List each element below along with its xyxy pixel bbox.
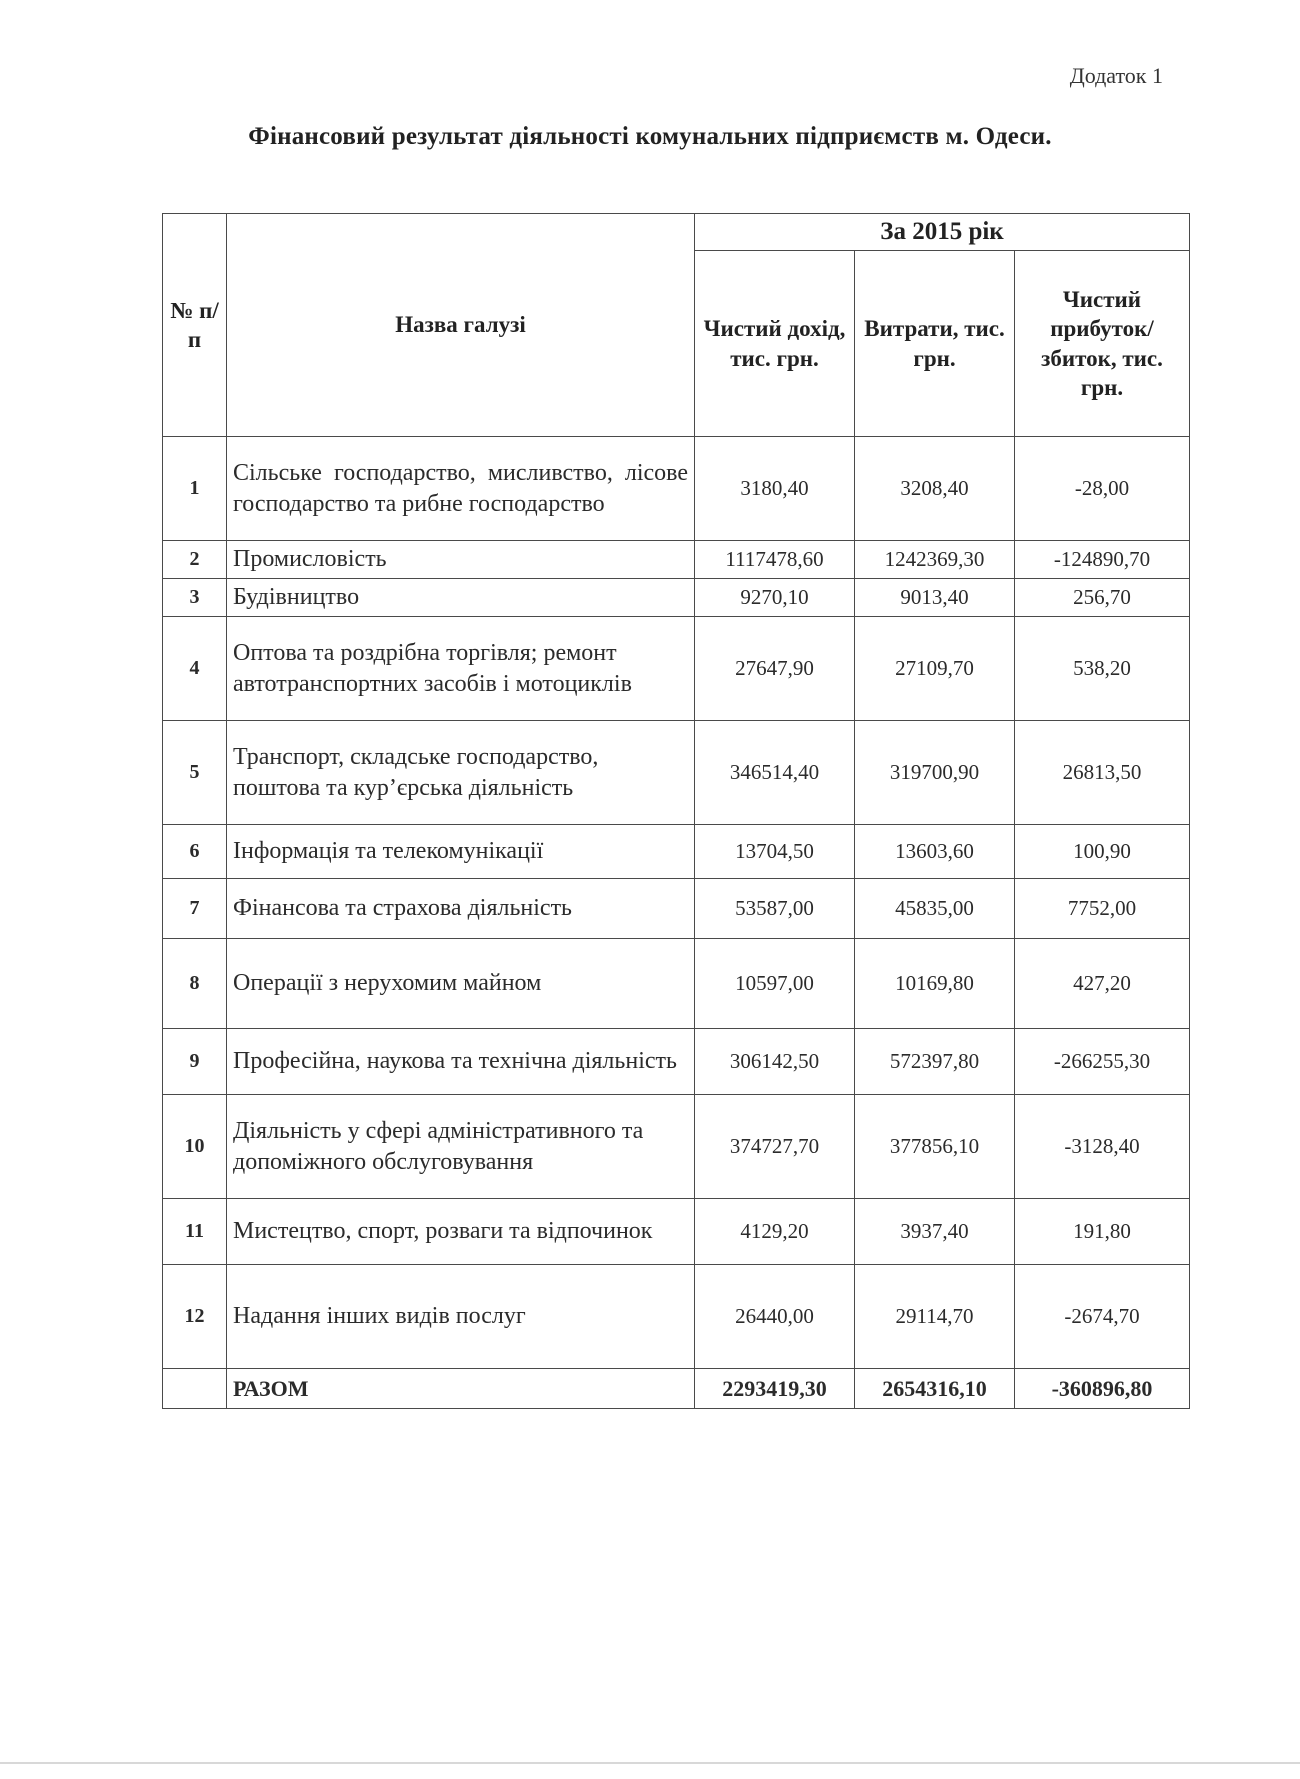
net-profit-value: -2674,70 xyxy=(1015,1265,1190,1369)
industry-name: Будівництво xyxy=(227,579,695,617)
expenses-value: 377856,10 xyxy=(855,1095,1015,1199)
row-number: 7 xyxy=(163,879,227,939)
net-profit-value: 7752,00 xyxy=(1015,879,1190,939)
table-row xyxy=(163,437,1190,541)
expenses-value: 9013,40 xyxy=(855,579,1015,617)
net-profit-value: 100,90 xyxy=(1015,825,1190,879)
net-profit-value: 191,80 xyxy=(1015,1199,1190,1265)
net-income-value: 53587,00 xyxy=(695,879,855,939)
industry-name: Мистецтво, спорт, розваги та відпочинок xyxy=(227,1199,695,1265)
industry-name: Професійна, наукова та технічна діяльність xyxy=(227,1029,695,1095)
net-income-value: 374727,70 xyxy=(695,1095,855,1199)
table-header xyxy=(163,214,1190,437)
net-income-value: 13704,50 xyxy=(695,825,855,879)
net-income-value: 3180,40 xyxy=(695,437,855,541)
row-number: 2 xyxy=(163,541,227,579)
row-number: 8 xyxy=(163,939,227,1029)
table-body xyxy=(163,437,1190,1409)
expenses-value: 45835,00 xyxy=(855,879,1015,939)
net-income-value: 26440,00 xyxy=(695,1265,855,1369)
total-expenses: 2654316,10 xyxy=(855,1369,1015,1409)
expenses-value: 27109,70 xyxy=(855,617,1015,721)
header-row-number: № п/п xyxy=(163,214,227,437)
total-row xyxy=(163,1369,1190,1409)
header-industry-name: Назва галузі xyxy=(227,214,695,437)
row-number: 12 xyxy=(163,1265,227,1369)
row-number: 1 xyxy=(163,437,227,541)
table-row xyxy=(163,825,1190,879)
net-income-value: 4129,20 xyxy=(695,1199,855,1265)
industry-name: Діяльність у сфері адміністративного та допоміжного обслуговування xyxy=(227,1095,695,1199)
header-net-profit: Чистий прибуток/ збиток, тис. грн. xyxy=(1015,251,1190,437)
industry-name: Оптова та роздрібна торгівля; ремонт автотранспортних засобів і мотоциклів xyxy=(227,617,695,721)
table-row xyxy=(163,1199,1190,1265)
header-period: За 2015 рік xyxy=(695,214,1190,251)
header-expenses: Витрати, тис. грн. xyxy=(855,251,1015,437)
net-income-value: 27647,90 xyxy=(695,617,855,721)
table-row xyxy=(163,721,1190,825)
total-row-number xyxy=(163,1369,227,1409)
row-number: 6 xyxy=(163,825,227,879)
total-net-profit: -360896,80 xyxy=(1015,1369,1190,1409)
industry-name: Надання інших видів послуг xyxy=(227,1265,695,1369)
page-bottom-edge xyxy=(0,1762,1300,1764)
total-net-income: 2293419,30 xyxy=(695,1369,855,1409)
net-profit-value: -28,00 xyxy=(1015,437,1190,541)
table-row xyxy=(163,1029,1190,1095)
expenses-value: 10169,80 xyxy=(855,939,1015,1029)
document-title: Фінансовий результат діяльності комунальних підприємств м. Одеси. xyxy=(248,123,1052,150)
expenses-value: 3937,40 xyxy=(855,1199,1015,1265)
table-row xyxy=(163,617,1190,721)
net-profit-value: 538,20 xyxy=(1015,617,1190,721)
net-income-value: 346514,40 xyxy=(695,721,855,825)
net-profit-value: 256,70 xyxy=(1015,579,1190,617)
expenses-value: 13603,60 xyxy=(855,825,1015,879)
net-profit-value: -3128,40 xyxy=(1015,1095,1190,1199)
expenses-value: 319700,90 xyxy=(855,721,1015,825)
expenses-value: 29114,70 xyxy=(855,1265,1015,1369)
row-number: 10 xyxy=(163,1095,227,1199)
header-net-income: Чистий дохід, тис. грн. xyxy=(695,251,855,437)
net-income-value: 10597,00 xyxy=(695,939,855,1029)
table-row xyxy=(163,541,1190,579)
expenses-value: 3208,40 xyxy=(855,437,1015,541)
table-row xyxy=(163,879,1190,939)
row-number: 9 xyxy=(163,1029,227,1095)
expenses-value: 1242369,30 xyxy=(855,541,1015,579)
net-profit-value: -124890,70 xyxy=(1015,541,1190,579)
net-income-value: 9270,10 xyxy=(695,579,855,617)
net-profit-value: 26813,50 xyxy=(1015,721,1190,825)
industry-name: Транспорт, складське господарство, поштова та кур’єрська діяльність xyxy=(227,721,695,825)
industry-name: Промисловість xyxy=(227,541,695,579)
row-number: 5 xyxy=(163,721,227,825)
net-profit-value: -266255,30 xyxy=(1015,1029,1190,1095)
total-label: РАЗОМ xyxy=(227,1369,695,1409)
row-number: 3 xyxy=(163,579,227,617)
net-income-value: 1117478,60 xyxy=(695,541,855,579)
table-row xyxy=(163,939,1190,1029)
row-number: 11 xyxy=(163,1199,227,1265)
appendix-label: Додаток 1 xyxy=(1069,63,1163,88)
industry-name: Операції з нерухомим майном xyxy=(227,939,695,1029)
table-row xyxy=(163,1265,1190,1369)
net-income-value: 306142,50 xyxy=(695,1029,855,1095)
industry-name: Сільське господарство, мисливство, лісове господарство та рибне господарство xyxy=(227,437,695,541)
table-row xyxy=(163,1095,1190,1199)
row-number: 4 xyxy=(163,617,227,721)
net-profit-value: 427,20 xyxy=(1015,939,1190,1029)
expenses-value: 572397,80 xyxy=(855,1029,1015,1095)
industry-name: Інформація та телекомунікації xyxy=(227,825,695,879)
industry-name: Фінансова та страхова діяльність xyxy=(227,879,695,939)
table-row xyxy=(163,579,1190,617)
financial-results-table xyxy=(162,213,1190,1409)
